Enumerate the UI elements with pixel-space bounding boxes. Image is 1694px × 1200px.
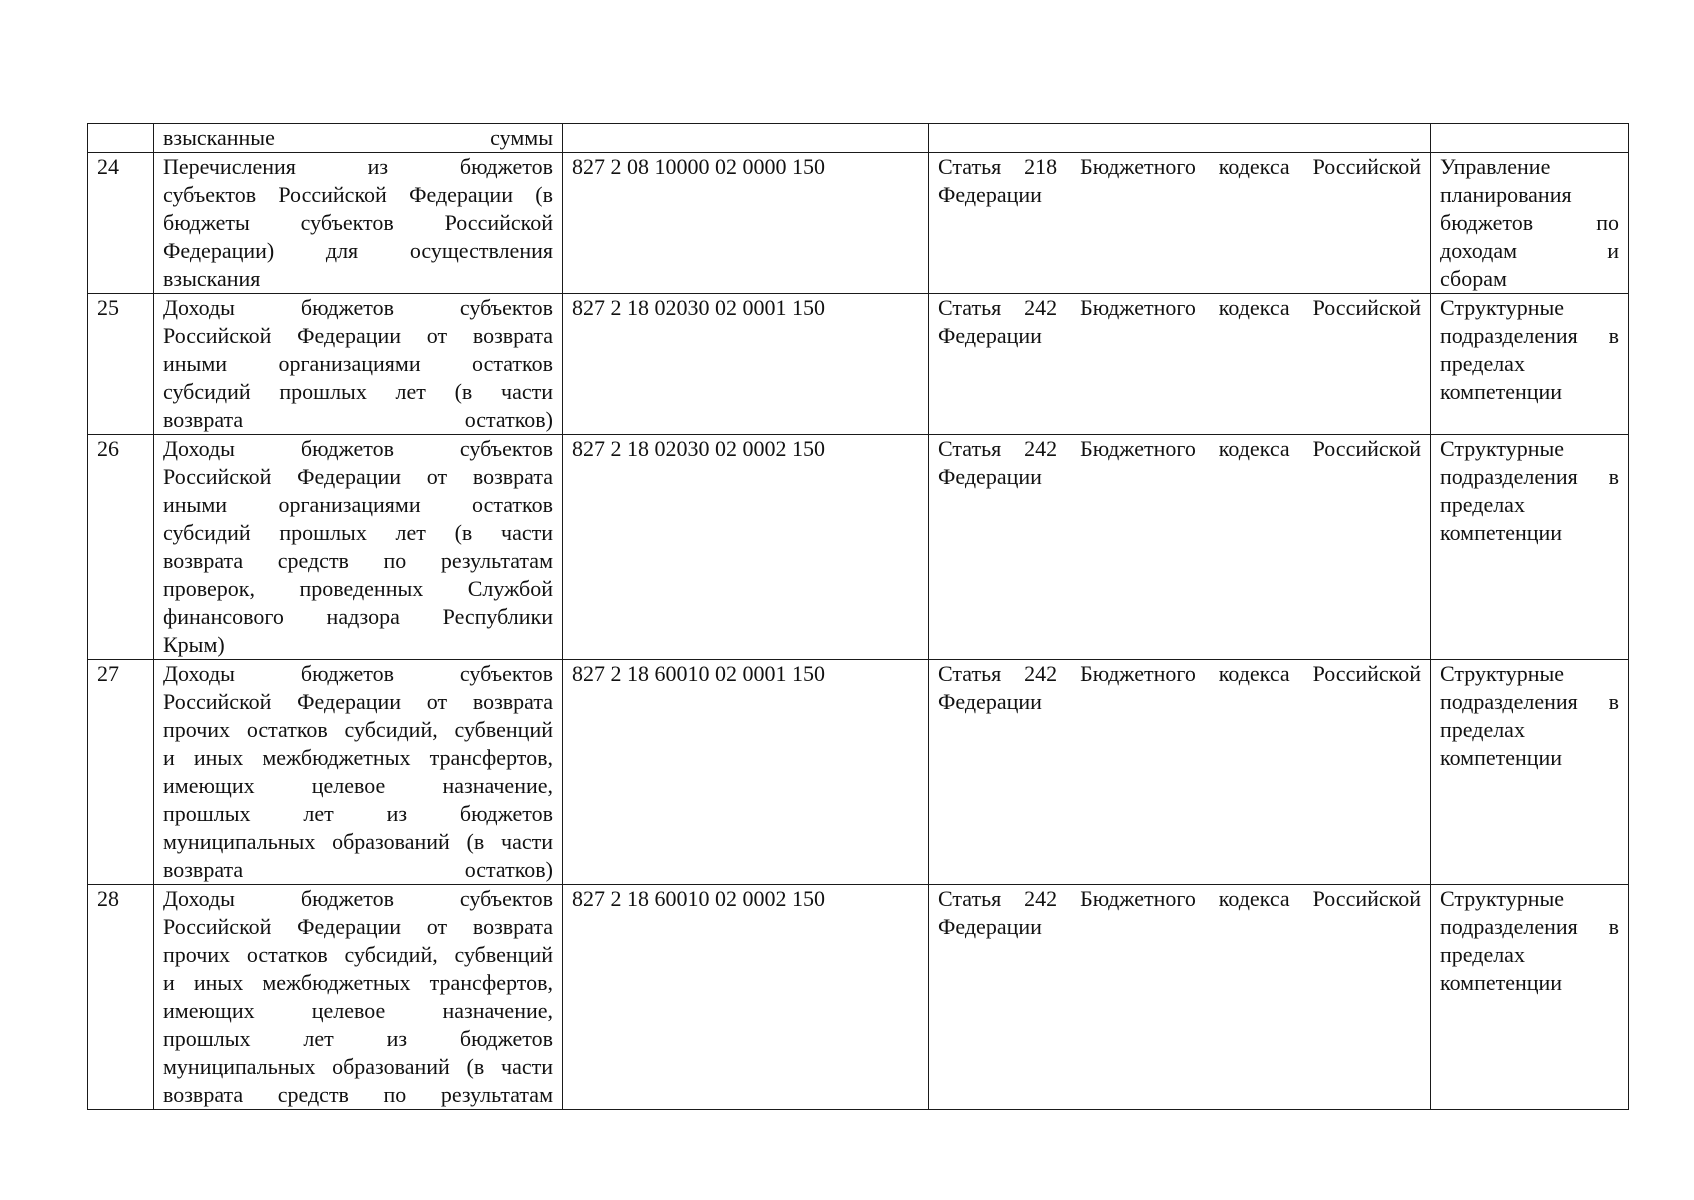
budget-classification-code: 827 2 08 10000 02 0000 150 <box>572 154 825 179</box>
row-number: 24 <box>97 154 119 179</box>
legal-basis-line: Федерации <box>938 323 1042 348</box>
revenue-name-line: муниципальных образований (в части <box>163 829 553 854</box>
revenue-name-line: Доходы бюджетов субъектов <box>163 661 553 686</box>
budget-classification-code: 827 2 18 60010 02 0002 150 <box>572 886 825 911</box>
revenue-name-line: проверок, проведенных Службой <box>163 576 553 601</box>
legal-basis-cell <box>929 435 1431 660</box>
row-number: 27 <box>97 661 119 686</box>
legal-basis-line: Статья 218 Бюджетного кодекса Российской <box>938 154 1421 179</box>
revenue-name-line: Доходы бюджетов субъектов <box>163 295 553 320</box>
legal-basis-cell <box>929 885 1431 1110</box>
responsible-unit-line: Структурные <box>1440 661 1565 686</box>
revenue-name-cell <box>154 885 563 1110</box>
table-row <box>88 885 1629 1110</box>
revenue-name-line: Российской Федерации от возврата <box>163 323 553 348</box>
revenue-name-cell <box>154 660 563 885</box>
responsible-unit-line: Структурные <box>1440 436 1565 461</box>
table-row <box>88 153 1629 294</box>
revenue-name-line: имеющих целевое назначение, <box>163 773 553 798</box>
responsible-unit-line: компетенции <box>1440 520 1563 545</box>
revenue-name-line: возврата средств по результатам <box>163 548 553 573</box>
table-row <box>88 660 1629 885</box>
table-row-continued <box>88 124 1629 153</box>
legal-basis-cell <box>929 153 1431 294</box>
budget-code-cell <box>563 660 929 885</box>
revenue-name-line: иными организациями остатков <box>163 351 553 376</box>
responsible-unit-line: бюджетов по <box>1440 210 1619 235</box>
revenue-name-line: прошлых лет из бюджетов <box>163 1026 553 1051</box>
row-number-cell <box>88 294 154 435</box>
table-row <box>88 435 1629 660</box>
responsible-unit-line: подразделения в <box>1440 914 1619 939</box>
revenue-name-line: Федерации) для осуществления <box>163 238 553 263</box>
revenue-name-line: имеющих целевое назначение, <box>163 998 553 1023</box>
responsible-unit-cell <box>1431 435 1629 660</box>
revenue-name-line: Крым) <box>163 632 225 657</box>
revenue-name-line: прочих остатков субсидий, субвенций <box>163 717 553 742</box>
budget-code-cell <box>563 885 929 1110</box>
responsible-unit-line: пределах <box>1440 351 1525 376</box>
revenue-name-line: возврата остатков) <box>163 407 553 432</box>
legal-basis-line: Статья 242 Бюджетного кодекса Российской <box>938 886 1421 911</box>
revenue-name-cell <box>154 124 563 153</box>
revenue-name-line: Доходы бюджетов субъектов <box>163 886 553 911</box>
revenue-name-line: и иных межбюджетных трансфертов, <box>163 970 553 995</box>
revenue-name-line: субсидий прошлых лет (в части <box>163 520 553 545</box>
revenue-name-line: возврата остатков) <box>163 857 553 882</box>
row-number-cell <box>88 660 154 885</box>
legal-basis-line: Федерации <box>938 689 1042 714</box>
table-row <box>88 294 1629 435</box>
responsible-unit-line: подразделения в <box>1440 689 1619 714</box>
legal-basis-line: Статья 242 Бюджетного кодекса Российской <box>938 295 1421 320</box>
row-number: 26 <box>97 436 119 461</box>
budget-code-cell <box>563 153 929 294</box>
revenue-name-cell <box>154 435 563 660</box>
responsible-unit-line: компетенции <box>1440 745 1563 770</box>
responsible-unit-line: пределах <box>1440 942 1525 967</box>
revenue-name-line: Доходы бюджетов субъектов <box>163 436 553 461</box>
revenue-name-cell <box>154 153 563 294</box>
legal-basis-cell <box>929 660 1431 885</box>
revenue-name-line: взысканные суммы <box>163 125 553 150</box>
budget-code-cell <box>563 294 929 435</box>
table-body <box>88 124 1629 1110</box>
row-number-cell <box>88 153 154 294</box>
revenue-name-line: субъектов Российской Федерации (в <box>163 182 553 207</box>
revenue-name-line: прошлых лет из бюджетов <box>163 801 553 826</box>
revenue-name-line: Российской Федерации от возврата <box>163 464 553 489</box>
legal-basis-cell <box>929 294 1431 435</box>
responsible-unit-line: подразделения в <box>1440 464 1619 489</box>
legal-basis-line: Статья 242 Бюджетного кодекса Российской <box>938 436 1421 461</box>
budget-code-cell <box>563 435 929 660</box>
responsible-unit-line: сборам <box>1440 266 1507 291</box>
responsible-unit-line: планирования <box>1440 182 1572 207</box>
row-number-cell <box>88 885 154 1110</box>
legal-basis-line: Федерации <box>938 914 1042 939</box>
responsible-unit-cell <box>1431 294 1629 435</box>
responsible-unit-line: компетенции <box>1440 379 1563 404</box>
revenue-name-line: финансового надзора Республики <box>163 604 553 629</box>
legal-basis-line: Статья 242 Бюджетного кодекса Российской <box>938 661 1421 686</box>
responsible-unit-line: доходам и <box>1440 238 1619 263</box>
responsible-unit-line: Структурные <box>1440 295 1565 320</box>
revenue-name-line: возврата средств по результатам <box>163 1082 553 1107</box>
budget-classification-code: 827 2 18 02030 02 0001 150 <box>572 295 825 320</box>
revenue-name-line: Российской Федерации от возврата <box>163 914 553 939</box>
revenue-name-line: субсидий прошлых лет (в части <box>163 379 553 404</box>
responsible-unit-line: Структурные <box>1440 886 1565 911</box>
legal-basis-line: Федерации <box>938 182 1042 207</box>
row-number-cell <box>88 124 154 153</box>
legal-basis-cell <box>929 124 1431 153</box>
budget-code-cell <box>563 124 929 153</box>
revenue-name-line: взыскания <box>163 266 261 291</box>
revenue-name-line: бюджеты субъектов Российской <box>163 210 553 235</box>
revenue-name-line: Российской Федерации от возврата <box>163 689 553 714</box>
responsible-unit-cell <box>1431 885 1629 1110</box>
revenue-name-cell <box>154 294 563 435</box>
revenue-name-line: муниципальных образований (в части <box>163 1054 553 1079</box>
responsible-unit-cell <box>1431 153 1629 294</box>
budget-classification-code: 827 2 18 60010 02 0001 150 <box>572 661 825 686</box>
responsible-unit-cell <box>1431 660 1629 885</box>
responsible-unit-line: пределах <box>1440 717 1525 742</box>
revenue-name-line: прочих остатков субсидий, субвенций <box>163 942 553 967</box>
budget-classification-code: 827 2 18 02030 02 0002 150 <box>572 436 825 461</box>
responsible-unit-line: пределах <box>1440 492 1525 517</box>
row-number-cell <box>88 435 154 660</box>
responsible-unit-cell <box>1431 124 1629 153</box>
row-number: 28 <box>97 886 119 911</box>
responsible-unit-line: подразделения в <box>1440 323 1619 348</box>
revenue-codes-table <box>87 123 1629 1110</box>
row-number: 25 <box>97 295 119 320</box>
revenue-name-line: Перечисления из бюджетов <box>163 154 553 179</box>
responsible-unit-line: Управление <box>1440 154 1551 179</box>
revenue-name-line: иными организациями остатков <box>163 492 553 517</box>
legal-basis-line: Федерации <box>938 464 1042 489</box>
revenue-name-line: и иных межбюджетных трансфертов, <box>163 745 553 770</box>
responsible-unit-line: компетенции <box>1440 970 1563 995</box>
